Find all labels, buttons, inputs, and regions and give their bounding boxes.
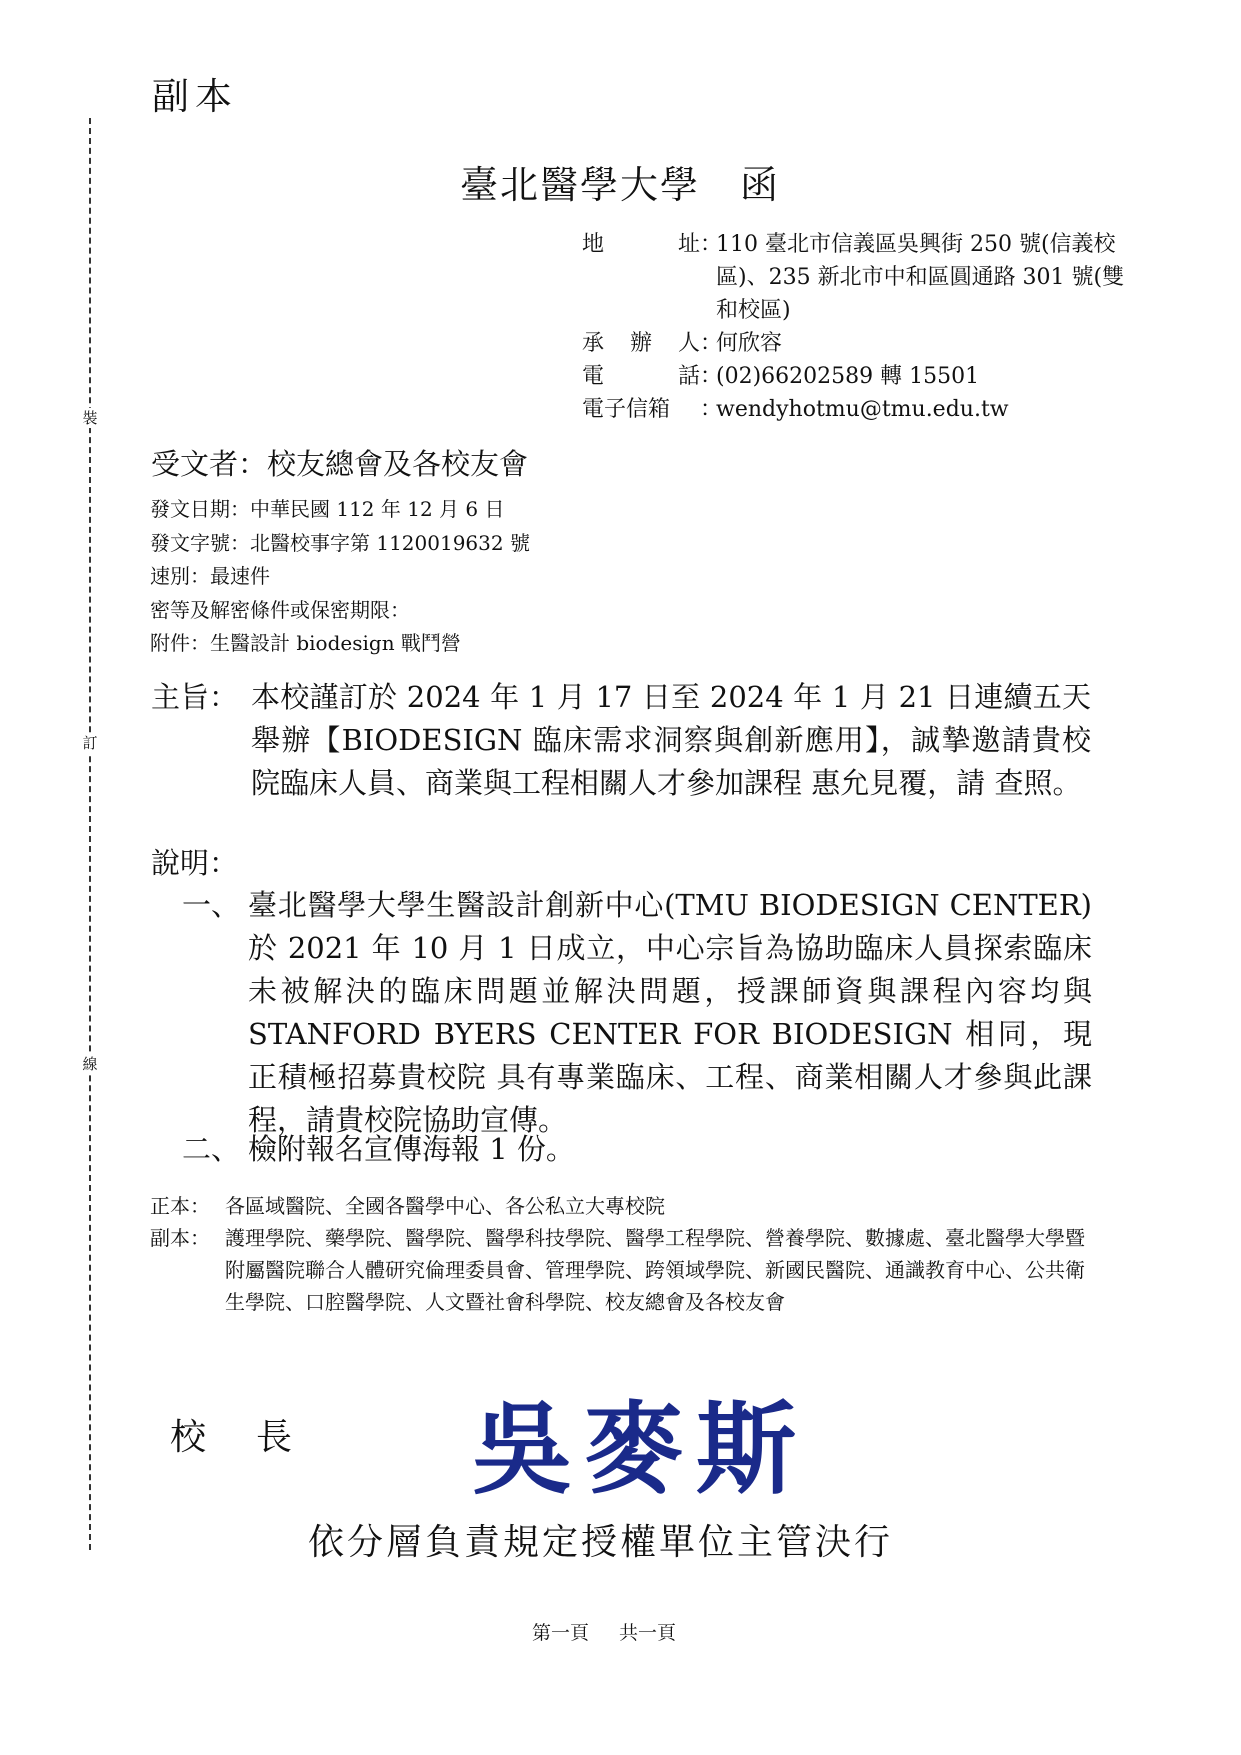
main-recipients: 各區域醫院、全國各醫學中心、各公私立大專校院 [225,1194,665,1218]
subject-text: 本校謹訂於 2024 年 1 月 17 日至 2024 年 1 月 21 日連續五天舉辦【BIODESIGN 臨床需求洞察與創新應用】，誠摯邀請貴校院臨床人員、商業與工程相關人才參加課程 惠允見覆，請 查照。 [251,680,1091,800]
delivery-speed: 速別：最速件 [150,564,270,588]
distribution-main [150,1190,1090,1222]
main-recipients-label: 正本： [150,1194,210,1218]
attachment: 附件：生醫設計 biodesign 戰鬥營 [150,631,461,655]
document-title [460,154,780,209]
signature-name: 吳麥斯 [472,1390,808,1506]
item-text: 檢附報名宣傳海報 1 份。 [248,1132,575,1166]
address-value: 110 臺北市信義區吳興街 250 號(信義校區)、235 新北市中和區圓通路 301 號(雙和校區) [716,232,1125,323]
sender-info [582,228,1136,426]
item-number: 一、 [182,888,241,922]
email-label: 電子信箱 [582,397,671,422]
recipient: 受文者：校友總會及各校友會 [151,447,529,481]
binding-char-staple: 訂 [82,734,98,752]
document-meta [150,493,530,661]
cc-recipients: 護理學院、藥學院、醫學院、醫學科技學院、醫學工程學院、營養學院、數據處、臺北醫學大學暨附屬醫院聯合人體研究倫理委員會、管理學院、跨領域學院、新國民醫院、通識教育中心、公共衛生學院、口腔醫學院、人文暨社會科學院、校友總會及各校友會 [225,1226,1085,1314]
title-org: 臺北醫學大學 [460,163,701,207]
president-signature-seal [455,1386,825,1506]
subject [151,676,1091,805]
delegation-note: 依分層負責規定授權單位主管決行 [308,1522,894,1563]
binding-char-bind: 裝 [82,409,98,427]
cc-recipients-label: 副本： [150,1226,210,1250]
handler-value: 何欣容 [716,331,783,356]
binding-char-line: 線 [82,1055,98,1073]
page-number: 第一頁 共一頁 [532,1622,677,1644]
item-text: 臺北醫學大學生醫設計創新中心(TMU BIODESIGN CENTER)於 2021 年 10 月 1 日成立，中心宗旨為協助臨床人員探索臨床未被解決的臨床問題並解決問題，授課師資與課程內容均與 STANFORD BYERS CENTER FOR BIODESIGN 相同，現正積極招募貴校院 具有專業臨床、工程、商業相關人才參與此課程，請貴校院協助宣傳。 [248,888,1092,1137]
handler-row: 承 辦 人 ： 何欣容 [582,327,1136,360]
phone-row: 電 話 ： (02)66202589 轉 15501 [582,360,1136,393]
explanation-item [182,1128,1092,1171]
explanation-item [182,884,1092,1142]
email-value: wendyhotmu@tmu.edu.tw [716,397,1009,422]
subject-label: 主旨： [151,680,239,714]
email-row: 電子信箱 ： wendyhotmu@tmu.edu.tw [582,393,1136,426]
document-number: 發文字號：北醫校事字第 1120019632 號 [150,530,530,555]
copy-mark: 副本 [152,75,238,118]
secrecy-level: 密等及解密條件或保密期限： [150,597,410,622]
binding-line [89,118,91,1550]
explanation-label: 說明： [151,846,239,880]
phone-value: (02)66202589 轉 15501 [716,364,980,389]
issue-date: 發文日期：中華民國 112 年 12 月 6 日 [150,497,505,521]
title-type: 函 [740,163,781,207]
item-number: 二、 [182,1132,241,1166]
address-label: 地 址 [582,232,700,257]
handler-label: 承 辦 人 [582,331,700,356]
president-title: 校 長 [170,1417,293,1458]
distribution-cc [150,1222,1090,1318]
phone-label: 電 話 [582,364,700,389]
address-row: 地 址 ： 110 臺北市信義區吳興街 250 號(信義校區)、235 新北市中和區圓通路 301 號(雙和校區) [582,228,1136,327]
